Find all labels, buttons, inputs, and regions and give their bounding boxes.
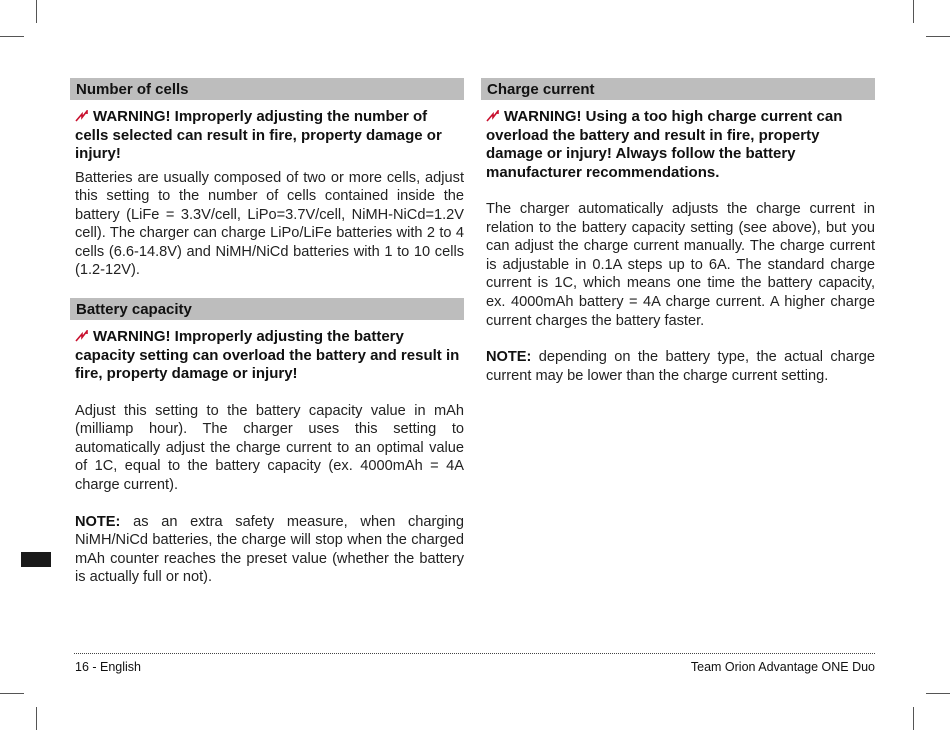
crop-mark-bottom-right-h	[926, 693, 950, 694]
warning-text: WARNING! Improperly adjusting the number of cells selected can result in fire, property damage or injury!	[75, 108, 442, 162]
left-column	[70, 78, 464, 587]
page-edge-tab	[21, 552, 51, 567]
lightning-bolt-icon	[75, 110, 89, 122]
crop-mark-bottom-right-v	[913, 707, 914, 730]
warning-battery-capacity	[70, 320, 464, 384]
note-label: NOTE:	[486, 349, 532, 366]
warning-text: WARNING! Using a too high charge current can overload the battery and result in fire, property damage or injury! Always follow the battery manufacturer recommendations.	[486, 108, 843, 181]
crop-mark-top-left-v	[36, 0, 37, 23]
footer-page-number: 16 - English	[75, 660, 142, 674]
cells-body-text: Batteries are usually composed of two or more cells, adjust this setting to the number of cells contained inside the battery (LiFe = 3.3V/cell, LiPo=3.7V/cell, NiMH-NiCd=1.2V cell). The charger can charge LiPo/LiFe batteries with 2 to 4 cells (6.6-14.8V) and NiMH/NiCd batteries with 1 to 10 cells (1.2-12V).	[75, 169, 464, 279]
warning-charge-current	[481, 100, 875, 182]
note-label: NOTE:	[75, 513, 121, 530]
warning-text: WARNING! Improperly adjusting the battery capacity setting can overload the battery and result in fire, property damage or injury!	[75, 328, 460, 383]
section-title-number-of-cells: Number of cells	[70, 78, 464, 100]
footer-divider	[74, 653, 875, 654]
footer-product-name: Team Orion Advantage ONE Duo	[690, 660, 875, 674]
right-column	[481, 78, 875, 385]
lightning-bolt-icon	[75, 330, 89, 342]
note-text: depending on the battery type, the actual charge current may be lower than the charge current setting.	[486, 349, 875, 384]
section-title-charge-current: Charge current	[481, 78, 875, 100]
warning-number-of-cells	[70, 100, 464, 164]
crop-mark-top-right-v	[913, 0, 914, 23]
current-body-text: The charger automatically adjusts the charge current in relation to the battery capacity setting (see above), but you can adjust the charge current manually. The charge current is adjustable in 0.1A steps up to 6A. The standard charge current is 1C, which means one time the battery capacity, ex. 4000mAh battery = 4A charge current. A higher charge current charges the battery faster.	[486, 201, 875, 329]
note-text: as an extra safety measure, when charging NiMH/NiCd batteries, the charge will stop when the charged mAh counter reaches the preset value (whether the battery is actually full or not).	[75, 513, 464, 586]
crop-mark-bottom-left-v	[36, 707, 37, 730]
crop-mark-bottom-left-h	[0, 693, 24, 694]
current-note	[481, 348, 875, 385]
crop-mark-top-right-h	[926, 36, 950, 37]
section-title-battery-capacity: Battery capacity	[70, 298, 464, 320]
capacity-note	[70, 513, 464, 587]
capacity-body-text: Adjust this setting to the battery capacity value in mAh (milliamp hour). The charger uses this setting to automatically adjust the charge current to an optimal value of 1C, equal to the battery capacity (ex. 4000mAh = 4A charge current).	[75, 402, 464, 493]
crop-mark-top-left-h	[0, 36, 24, 37]
lightning-bolt-icon	[486, 110, 500, 122]
